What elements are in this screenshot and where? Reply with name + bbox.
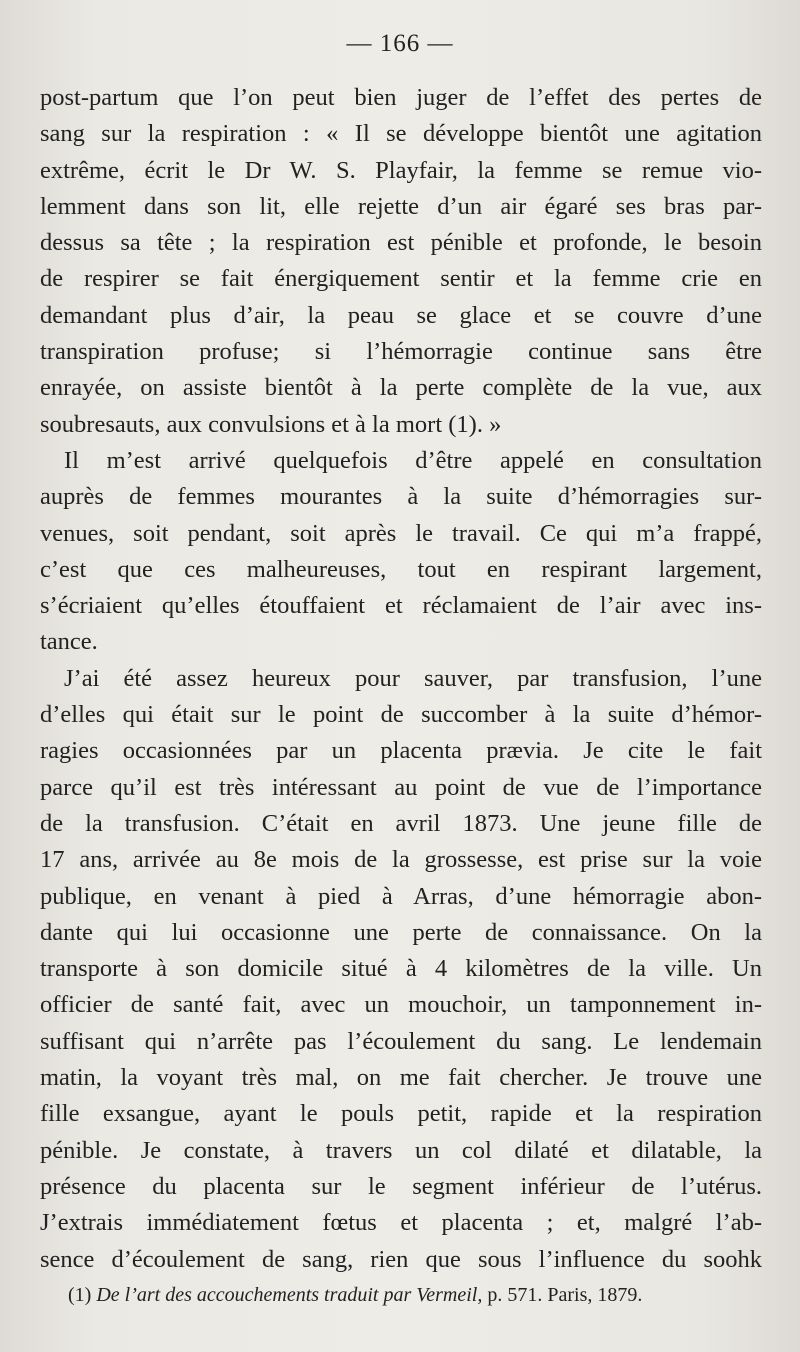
body-text bbox=[40, 80, 762, 1278]
text-line: sang sur la respiration : « Il se développe bientôt une agitation bbox=[40, 120, 762, 148]
text-line: dante qui lui occasionne une perte de connaissance. On la bbox=[40, 918, 762, 946]
text-line: ragies occasionnées par un placenta prævia. Je cite le fait bbox=[40, 737, 762, 765]
text-line: soubresauts, aux convulsions et à la mort (1). » bbox=[40, 410, 502, 438]
text-line: sence d’écoulement de sang, rien que sous l’influence du soohk bbox=[40, 1245, 762, 1273]
paragraph bbox=[40, 661, 762, 1278]
text-line: de respirer se fait énergiquement sentir et la femme crie en bbox=[40, 265, 762, 293]
text-line: transporte à son domicile situé à 4 kilomètres de la ville. Un bbox=[40, 955, 762, 983]
text-line: extrême, écrit le Dr W. S. Playfair, la femme se remue vio- bbox=[40, 156, 762, 184]
text-line: dessus sa tête ; la respiration est pénible et profonde, le besoin bbox=[40, 229, 762, 257]
text-line: parce qu’il est très intéressant au point de vue de l’importance bbox=[40, 773, 762, 801]
footnote-citation: De l’art des accouchements traduit par Vermeil, bbox=[96, 1284, 483, 1306]
text-line: transpiration profuse; si l’hémorragie continue sans être bbox=[40, 338, 762, 366]
footnote bbox=[68, 1284, 768, 1307]
paragraph bbox=[40, 443, 762, 661]
text-line: fille exsangue, ayant le pouls petit, rapide et la respiration bbox=[40, 1100, 762, 1128]
text-line: tance. bbox=[40, 628, 98, 656]
text-line: lemment dans son lit, elle rejette d’un air égaré ses bras par- bbox=[40, 192, 762, 220]
text-line: venues, soit pendant, soit après le travail. Ce qui m’a frappé, bbox=[40, 519, 762, 547]
footnote-details: p. 571. Paris, 1879. bbox=[487, 1284, 643, 1306]
text-line: enrayée, on assiste bientôt à la perte complète de la vue, aux bbox=[40, 374, 762, 402]
text-line: c’est que ces malheureuses, tout en respirant largement, bbox=[40, 555, 762, 583]
text-line: demandant plus d’air, la peau se glace et se couvre d’une bbox=[40, 301, 762, 329]
text-line: publique, en venant à pied à Arras, d’une hémorragie abon- bbox=[40, 882, 762, 910]
footnote-marker: (1) bbox=[68, 1284, 92, 1306]
text-line: post-partum que l’on peut bien juger de l’effet des pertes de bbox=[40, 84, 762, 111]
text-line: s’écriaient qu’elles étouffaient et réclamaient de l’air avec ins- bbox=[40, 592, 762, 620]
text-line: 17 ans, arrivée au 8e mois de la grossesse, est prise sur la voie bbox=[40, 846, 762, 874]
text-line: matin, la voyant très mal, on me fait chercher. Je trouve une bbox=[40, 1064, 762, 1092]
text-line: suffisant qui n’arrête pas l’écoulement du sang. Le lendemain bbox=[40, 1027, 762, 1055]
paragraph bbox=[40, 80, 762, 443]
text-line: auprès de femmes mourantes à la suite d’hémorragies sur- bbox=[40, 483, 762, 511]
text-line: présence du placenta sur le segment inférieur de l’utérus. bbox=[40, 1172, 762, 1200]
text-line: J’ai été assez heureux pour sauver, par transfusion, l’une bbox=[64, 664, 762, 692]
text-line: Il m’est arrivé quelquefois d’être appelé en consultation bbox=[64, 446, 762, 474]
text-line: d’elles qui était sur le point de succomber à la suite d’hémor- bbox=[40, 701, 762, 729]
text-line: officier de santé fait, avec un mouchoir, un tamponnement in- bbox=[40, 991, 762, 1019]
text-line: pénible. Je constate, à travers un col dilaté et dilatable, la bbox=[40, 1136, 762, 1164]
text-line: J’extrais immédiatement fœtus et placenta ; et, malgré l’ab- bbox=[40, 1209, 762, 1237]
text-line: de la transfusion. C’était en avril 1873. Une jeune fille de bbox=[40, 809, 762, 837]
page-number: — 166 — bbox=[346, 30, 454, 57]
